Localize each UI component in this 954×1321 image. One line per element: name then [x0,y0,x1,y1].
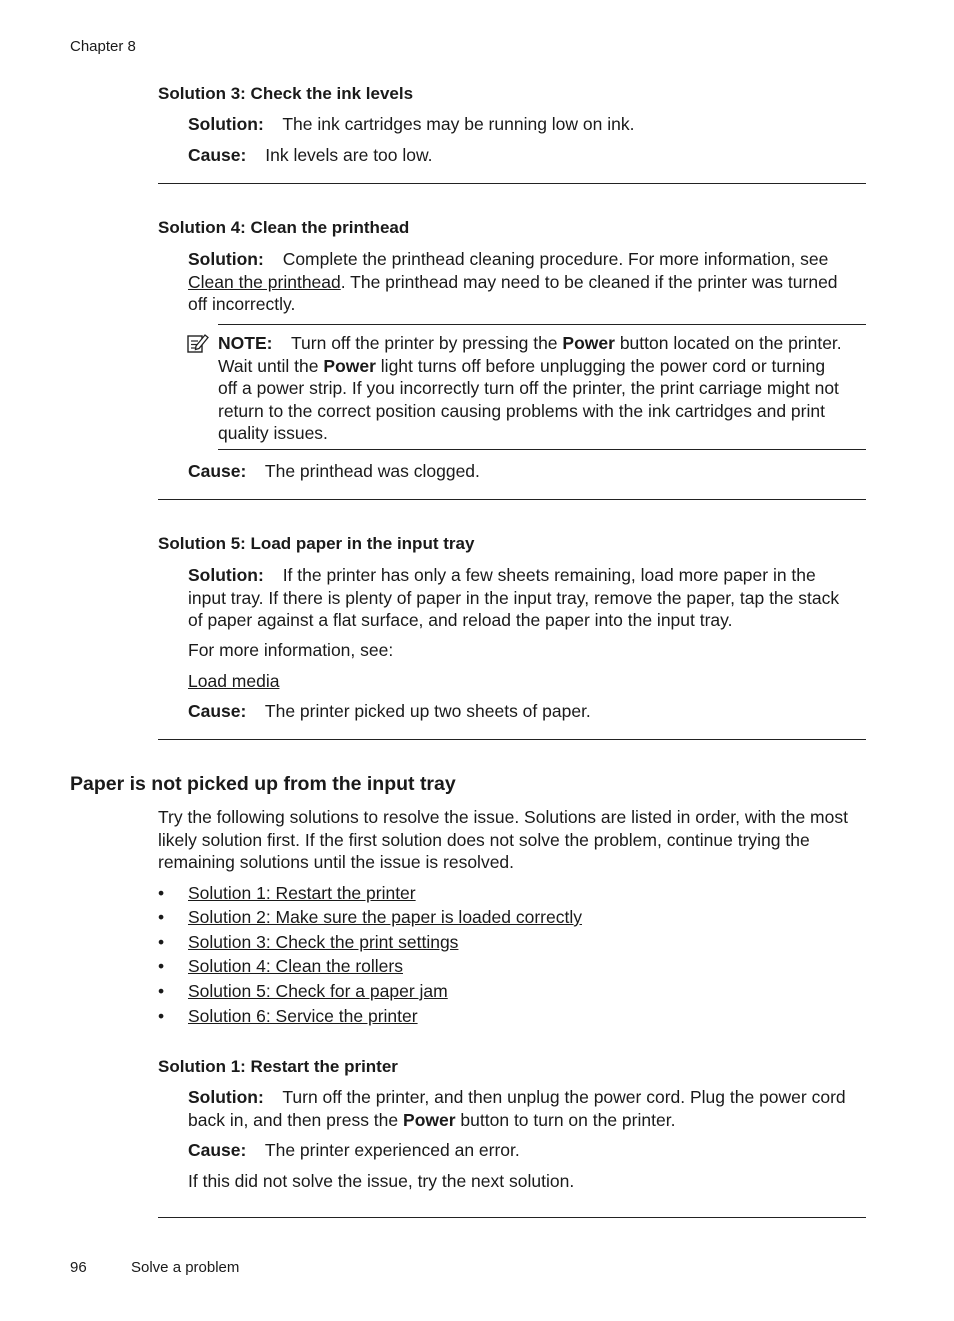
clean-printhead-link[interactable]: Clean the printhead [188,271,341,292]
sol5-title: Solution 5: Load paper in the input tray [158,534,475,553]
s1-solution [188,1086,878,1131]
cause-text: Ink levels are too low. [265,145,433,165]
cause-label: Cause: [188,145,247,165]
note-text: light turns off before unplugging the power cord or turning [380,355,826,376]
next-solution-text: If this did not solve the issue, try the next solution. [188,1171,575,1191]
note-label: NOTE: [218,333,273,353]
bullet-icon: • [158,907,165,927]
s1-cause [188,1139,520,1162]
bullet-icon: • [158,883,165,903]
bullet-icon: • [158,981,165,1001]
solution-text: button to turn on the printer. [460,1109,676,1130]
power-term: Power [403,1109,456,1130]
solution-label: Solution: [188,114,264,134]
section-title: Paper is not picked up from the input tray [70,773,456,795]
cause-label: Cause: [188,1140,247,1160]
cause-label: Cause: [188,701,247,721]
sol3-cause [188,144,433,167]
sol3-title: Solution 3: Check the ink levels [158,84,414,103]
intro-text: likely solution first. If the first solution does not solve the problem, continue trying the [158,829,810,850]
note-text: Turn off the printer by pressing the [291,333,558,353]
chapter-label: Chapter 8 [70,38,136,55]
divider [158,499,866,500]
cause-text: The printhead was clogged. [264,461,480,481]
more-info-text: For more information, see: [188,640,394,660]
sol5-solution [188,564,878,632]
solution-1-link[interactable]: Solution 1: Restart the printer [188,883,416,903]
solution-label: Solution: [188,1087,264,1107]
s1-title: Solution 1: Restart the printer [158,1057,398,1076]
note-text: Wait until the [218,355,319,376]
solution-4-link[interactable]: Solution 4: Clean the rollers [188,956,403,976]
solution-label: Solution: [188,565,264,585]
solution-text: input tray. If there is plenty of paper in the input tray, remove the paper, tap the stack [188,587,840,608]
footer-title: Solve a problem [131,1259,240,1276]
solution-text: off incorrectly. [188,294,296,314]
solution-text: If the printer has only a few sheets remaining, load more paper in the [282,565,816,585]
load-media-link[interactable]: Load media [188,671,280,691]
cause-text: The printer picked up two sheets of paper. [264,701,591,721]
section-intro [158,806,878,874]
solution-text: back in, and then press the [188,1109,399,1130]
sol4-solution [188,248,878,316]
note-icon [187,333,209,358]
solution-text: Complete the printhead cleaning procedure. For more information, see [282,249,829,269]
bullet-icon: • [158,932,165,952]
sol5-cause [188,700,591,723]
solution-2-link[interactable]: Solution 2: Make sure the paper is loaded correctly [188,907,582,927]
power-term: Power [323,355,376,376]
solution-label: Solution: [188,249,264,269]
bullet-icon: • [158,956,165,976]
sol4-title: Solution 4: Clean the printhead [158,218,410,237]
solution-text: of paper against a flat surface, and reload the paper into the input tray. [188,610,733,630]
sol3-solution [188,113,634,136]
cause-text: The printer experienced an error. [264,1140,520,1160]
note-text: button located on the printer. [619,333,842,353]
intro-text: remaining solutions until the issue is resolved. [158,852,515,872]
solution-text: Turn off the printer, and then unplug the power cord. Plug the power cord [282,1087,846,1107]
solution-3-link[interactable]: Solution 3: Check the print settings [188,932,459,952]
note-bottom-rule [218,449,866,450]
note-text: quality issues. [218,423,328,443]
bullet-icon: • [158,1006,165,1026]
note-top-rule [218,324,866,325]
solution-5-link[interactable]: Solution 5: Check for a paper jam [188,981,448,1001]
note-text: off a power strip. If you incorrectly turn off the printer, the print carriage might not [218,378,839,398]
solution-text: . The printhead may need to be cleaned if the printer was turned [340,271,838,292]
divider [158,739,866,740]
solution-6-link[interactable]: Solution 6: Service the printer [188,1006,418,1026]
sol4-cause [188,460,480,483]
intro-text: Try the following solutions to resolve the issue. Solutions are listed in order, with the most [158,807,848,827]
cause-label: Cause: [188,461,247,481]
power-term: Power [562,333,615,353]
note-text: return to the correct position causing problems with the ink cartridges and print [218,400,825,421]
note-block [218,332,883,445]
divider [158,1217,866,1218]
divider [158,183,866,184]
solution-text: The ink cartridges may be running low on ink. [282,114,635,134]
page-number: 96 [70,1259,87,1276]
